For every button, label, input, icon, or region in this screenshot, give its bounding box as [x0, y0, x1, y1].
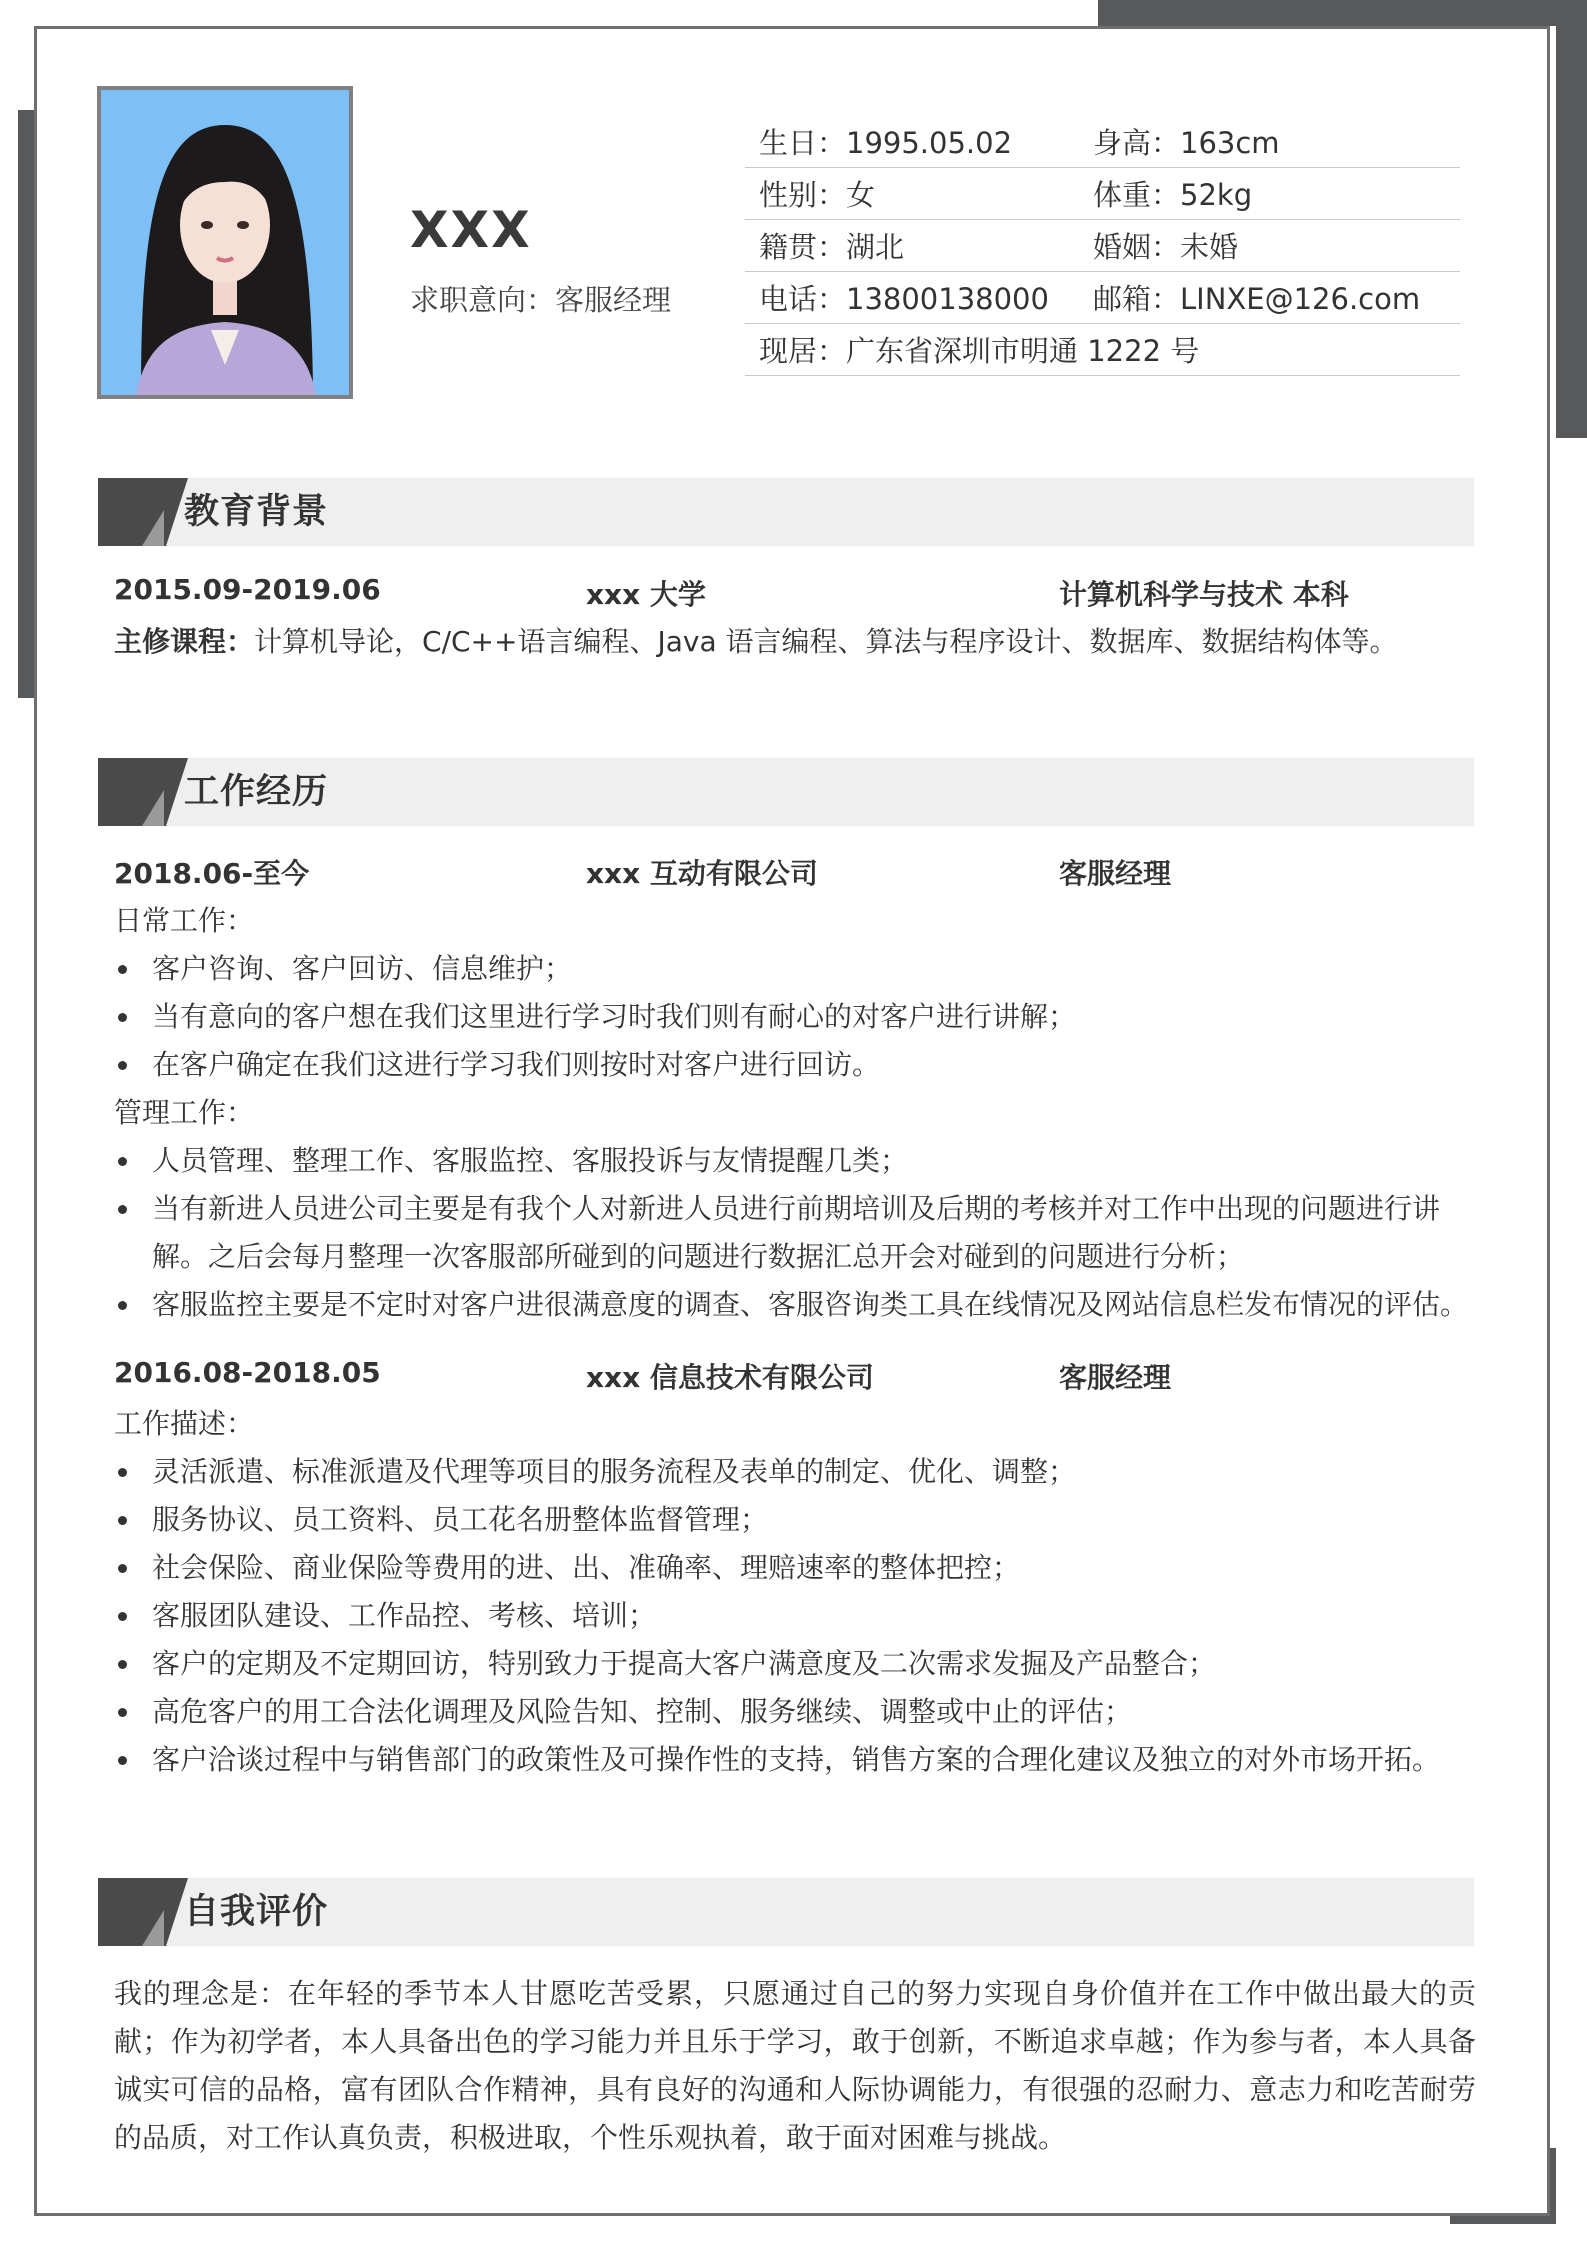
- education-row: [114, 573, 1484, 613]
- courses-text: 计算机导论，C/C++语言编程、Java 语言编程、算法与程序设计、数据库、数据结构体等。: [254, 625, 1398, 658]
- info-birthday: 生日：1995.05.02: [759, 126, 1013, 160]
- list-item: 客服监控主要是不定时对客户进很满意度的调查、客服咨询类工具在线情况及网站信息栏发布情况的评估。: [114, 1281, 1474, 1329]
- info-gender: 性别：女: [759, 178, 876, 212]
- list-item-continued: 解。之后会每月整理一次客服部所碰到的问题进行数据汇总开会对碰到的问题进行分析；: [152, 1240, 1245, 1273]
- bullet-icon: [118, 1061, 127, 1070]
- bullet-icon: [118, 965, 127, 974]
- corner-bar-right: [1556, 0, 1587, 438]
- bullet-icon: [118, 1013, 127, 1022]
- job-group-heading: 日常工作：: [114, 904, 255, 937]
- bullet-icon: [118, 1301, 127, 1310]
- job-period: 2018.06-至今: [114, 857, 310, 890]
- section-self-header: [98, 1878, 1474, 1946]
- info-row: [745, 324, 1460, 376]
- info-weight: 体重：52kg: [1093, 178, 1253, 212]
- job-company: xxx 信息技术有限公司: [586, 1361, 874, 1394]
- job-company: xxx 互动有限公司: [586, 857, 818, 890]
- personal-info-table: [745, 116, 1460, 376]
- list-item: 服务协议、员工资料、员工花名册整体监督管理；: [114, 1496, 1474, 1544]
- bullet-icon: [118, 1516, 127, 1525]
- job-group-heading: 工作描述：: [114, 1407, 255, 1440]
- info-email: 邮箱：LINXE@126.com: [1093, 282, 1421, 316]
- job-group-heading: 管理工作：: [114, 1096, 255, 1129]
- job-role: 客服经理: [1059, 857, 1172, 890]
- education-major: 计算机科学与技术 本科: [1059, 578, 1349, 611]
- section-accent-icon: [142, 1910, 164, 1946]
- list-item: 当有意向的客户想在我们这里进行学习时我们则有耐心的对客户进行讲解；: [114, 993, 1474, 1041]
- info-row: [745, 220, 1460, 272]
- bullet-icon: [118, 1564, 127, 1573]
- list-item: 灵活派遣、标准派遣及代理等项目的服务流程及表单的制定、优化、调整；: [114, 1448, 1474, 1496]
- bullet-icon: [118, 1157, 127, 1166]
- education-period: 2015.09-2019.06: [114, 573, 381, 606]
- section-accent-icon: [142, 790, 164, 826]
- list-item: 客服团队建设、工作品控、考核、培训；: [114, 1592, 1474, 1640]
- candidate-name: XXX: [410, 201, 532, 259]
- bullet-icon: [118, 1468, 127, 1477]
- list-item: 社会保险、商业保险等费用的进、出、准确率、理赔速率的整体把控；: [114, 1544, 1474, 1592]
- info-row: [745, 272, 1460, 324]
- self-evaluation-text: 我的理念是：在年轻的季节本人甘愿吃苦受累，只愿通过自己的努力实现自身价值并在工作中做出最大的贡献；作为初学者，本人具备出色的学习能力并且乐于学习，敢于创新，不断追求卓越；作为参与者，本人具备诚实可信的品格，富有团队合作精神，具有良好的沟通和人际协调能力，有很强的忍耐力、意志力和吃苦耐劳的品质，对工作认真负责，积极进取，个性乐观执着，敢于面对困难与挑战。: [114, 1977, 1476, 2154]
- list-item: 人员管理、整理工作、客服监控、客服投诉与友情提醒几类；: [114, 1137, 1474, 1185]
- info-row: [745, 116, 1460, 168]
- list-item: 在客户确定在我们这进行学习我们则按时对客户进行回访。: [114, 1041, 1474, 1089]
- job-intent: 求职意向：客服经理: [410, 283, 672, 317]
- list-item: 客户咨询、客户回访、信息维护；: [114, 945, 1474, 993]
- bullet-icon: [118, 1756, 127, 1765]
- profile-photo: [97, 86, 353, 399]
- info-marital: 婚姻：未婚: [1093, 230, 1239, 264]
- info-height: 身高：163cm: [1093, 126, 1280, 160]
- section-education-header: [98, 478, 1474, 546]
- section-work-header: [98, 758, 1474, 826]
- corner-bar-left: [18, 110, 34, 698]
- section-title: 教育背景: [184, 492, 329, 532]
- bullet-icon: [118, 1205, 127, 1214]
- section-title: 工作经历: [184, 772, 329, 812]
- corner-bar-top-right: [1098, 0, 1587, 26]
- list-item: 客户洽谈过程中与销售部门的政策性及可操作性的支持，销售方案的合理化建议及独立的对外市场开拓。: [114, 1736, 1474, 1784]
- job-role: 客服经理: [1059, 1361, 1172, 1394]
- bullet-icon: [118, 1612, 127, 1621]
- education-courses: [114, 622, 1398, 662]
- job-row: [114, 852, 1484, 892]
- info-row: [745, 168, 1460, 220]
- section-accent-icon: [142, 510, 164, 546]
- bullet-icon: [118, 1660, 127, 1669]
- list-item: 高危客户的用工合法化调理及风险告知、控制、服务继续、调整或中止的评估；: [114, 1688, 1474, 1736]
- courses-label: 主修课程：: [114, 625, 255, 658]
- section-title: 自我评价: [184, 1892, 329, 1932]
- list-item: 当有新进人员进公司主要是有我个人对新进人员进行前期培训及后期的考核并对工作中出现的问题进行讲: [114, 1185, 1474, 1233]
- info-phone: 电话：13800138000: [759, 282, 1049, 316]
- info-address: 现居：广东省深圳市明通 1222 号: [759, 334, 1200, 368]
- job-period: 2016.08-2018.05: [114, 1356, 381, 1389]
- info-hometown: 籍贯：湖北: [759, 230, 905, 264]
- list-item: 客户的定期及不定期回访，特别致力于提高大客户满意度及二次需求发掘及产品整合；: [114, 1640, 1474, 1688]
- bullet-icon: [118, 1708, 127, 1717]
- portrait-image: [101, 90, 349, 395]
- education-school: xxx 大学: [586, 578, 706, 611]
- job-row: [114, 1356, 1484, 1396]
